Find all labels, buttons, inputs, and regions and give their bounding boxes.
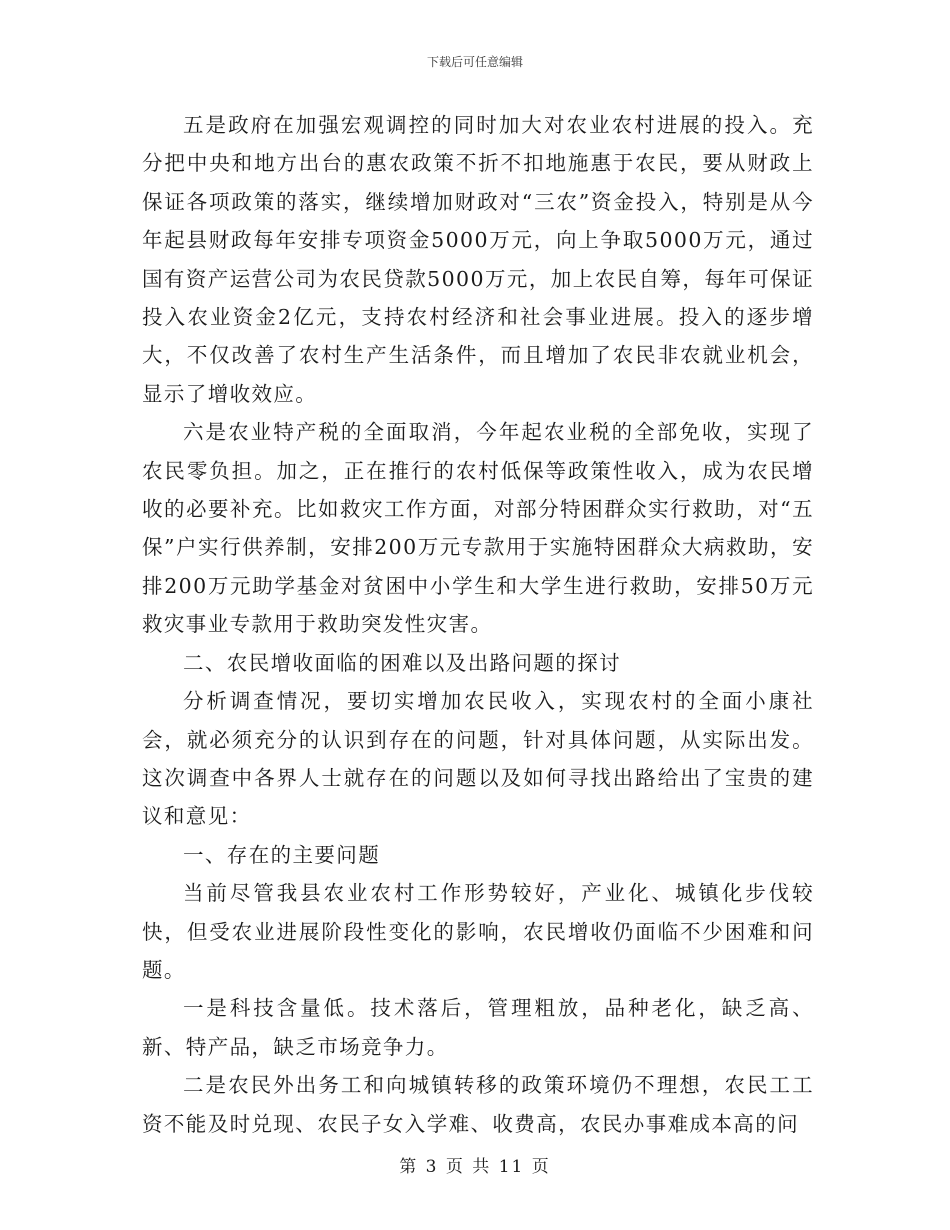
- header-note: 下载后可任意编辑: [426, 55, 523, 69]
- paragraph-government-investment: 五是政府在加强宏观调控的同时加大对农业农村进展的投入。充分把中央和地方出台的惠农政策不折不扣地施惠于农民，要从财政上保证各项政策的落实，继续增加财政对“三农”资金投入，特别是从今年起县财政每年安排专项资金5000万元，向上争取5000万元，通过国有资产运营公司为农民贷款5000万元，加上农民自筹，每年可保证投入农业资金2亿元，支持农村经济和社会事业进展。投入的逐步增大，不仅改善了农村生产生活条件，而且增加了农民非农就业机会，显示了增收效应。: [142, 113, 814, 406]
- paragraph-current-situation: 当前尽管我县农业农村工作形势较好，产业化、城镇化步伐较快，但受农业进展阶段性变化的影响，农民增收仍面临不少困难和问题。: [142, 881, 814, 982]
- paragraph-tax-exemption: 六是农业特产税的全面取消，今年起农业税的全部免收，实现了农民零负担。加之，正在推行的农村低保等政策性收入，成为农民增收的必要补充。比如救灾工作方面，对部分特困群众实行救助，对“五保”户实行供养制，安排200万元专款用于实施特困群众大病救助，安排200万元助学基金对贫困中小学生和大学生进行救助，安排50万元救灾事业专款用于救助突发性灾害。: [142, 420, 814, 637]
- page-number-footer: 第 3 页 共 11 页: [399, 1157, 551, 1177]
- body-text: [142, 106, 814, 1143]
- section-heading-difficulties: 二、农民增收面临的困难以及出路问题的探讨: [183, 650, 621, 675]
- paragraph-migrant-workers: 二是农民外出务工和向城镇转移的政策环境仍不理想，农民工工资不能及时兑现、农民子女入学难、收费高，农民办事难成本高的问: [142, 1073, 814, 1136]
- paragraph-technology: 一是科技含量低。技术落后，管理粗放，品种老化，缺乏高、新、特产品，缺乏市场竞争力。: [142, 996, 814, 1059]
- subheading-main-problems: 一、存在的主要问题: [183, 842, 381, 867]
- paragraph-analysis: 分析调查情况，要切实增加农民收入，实现农村的全面小康社会，就必须充分的认识到存在的问题，针对具体问题，从实际出发。这次调查中各界人士就存在的问题以及如何寻找出路给出了宝贵的建议和意见：: [142, 689, 814, 829]
